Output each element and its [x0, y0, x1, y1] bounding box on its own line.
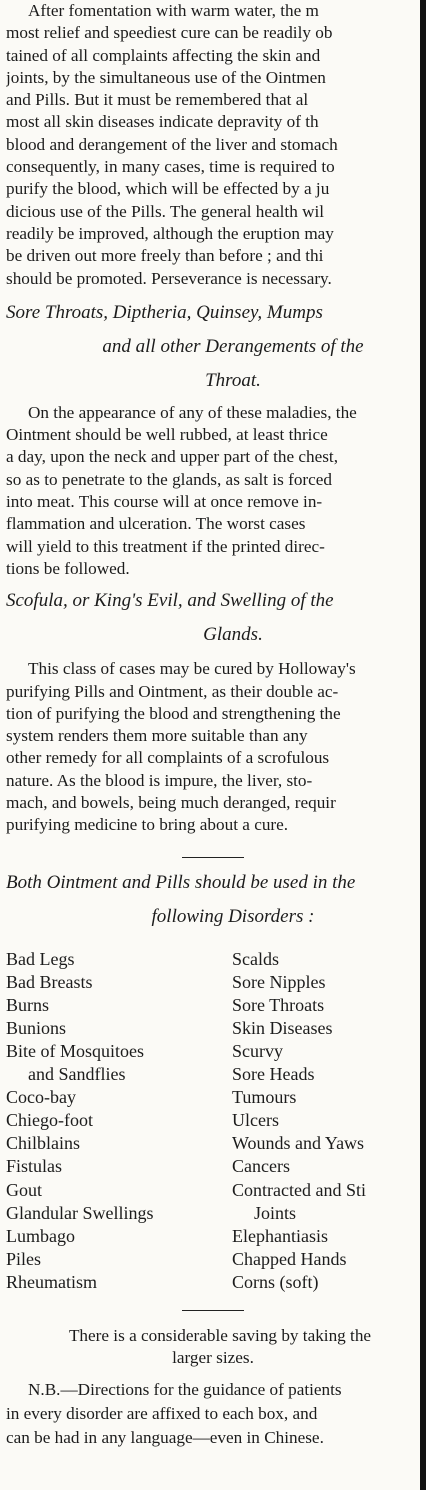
- section-heading-line: Both Ointment and Pills should be used in the: [6, 871, 356, 893]
- text-line: After fomentation with warm water, the m: [28, 1, 319, 20]
- text-line: dicious use of the Pills. The general health wil: [6, 201, 325, 221]
- text-line: be driven out more freely than before ; and thi: [6, 246, 324, 266]
- text-line: purify the blood, which will be effected by a ju: [6, 179, 330, 199]
- disorder-item: Sore Heads: [232, 1064, 315, 1085]
- text-line: purifying medicine to bring about a cure.: [6, 815, 289, 835]
- text-line: most relief and speediest cure can be readily ob: [6, 23, 333, 43]
- text-line: nature. As the blood is impure, the liver, sto-: [6, 770, 313, 790]
- disorder-item: Scalds: [232, 948, 279, 969]
- text-line: tion of purifying the blood and strengthening the: [6, 703, 341, 723]
- column-edge-rule: [420, 0, 426, 1490]
- disorder-item: Cancers: [232, 1156, 290, 1177]
- disorders-left-column: [6, 948, 232, 1294]
- disorder-item: Rheumatism: [6, 1271, 97, 1292]
- text-line: a day, upon the neck and upper part of the chest,: [6, 447, 339, 467]
- disorder-item: Piles: [6, 1248, 42, 1269]
- disorders-list: [6, 948, 420, 1294]
- section-divider: [182, 1310, 244, 1311]
- section-heading-line: Sore Throats, Diptheria, Quinsey, Mumps: [6, 301, 323, 323]
- disorder-item: Lumbago: [6, 1225, 75, 1246]
- disorder-item: Tumours: [232, 1087, 297, 1108]
- text-line: joints, by the simultaneous use of the Ointmen: [6, 67, 326, 87]
- disorder-item: Joints: [254, 1202, 297, 1223]
- text-line: tained of all complaints affecting the skin and: [6, 45, 321, 65]
- disorder-item: Bite of Mosquitoes: [6, 1040, 144, 1061]
- section-heading-line: following Disorders :: [151, 905, 315, 927]
- text-line: and Pills. But it must be remembered that al: [6, 90, 309, 110]
- text-line: in every disorder are affixed to each box, and: [6, 1403, 318, 1423]
- text-line: can be had in any language—even in Chinese.: [6, 1427, 324, 1447]
- text-line: system renders them more suitable than any: [6, 726, 308, 746]
- section-heading-line: and all other Derangements of the: [102, 335, 364, 357]
- text-line: should be promoted. Perseverance is necessary.: [6, 268, 332, 288]
- text-line: mach, and bowels, being much deranged, requir: [6, 793, 336, 813]
- disorder-item: Bad Breasts: [6, 971, 93, 992]
- text-line: This class of cases may be cured by Holloway's: [28, 659, 356, 679]
- disorder-item: Chiego-foot: [6, 1110, 93, 1131]
- disorder-item: and Sandflies: [28, 1064, 126, 1085]
- section-heading-line: Throat.: [205, 369, 261, 391]
- section-divider: [182, 857, 244, 858]
- disorder-item: Glandular Swellings: [6, 1202, 154, 1223]
- text-line: purifying Pills and Ointment, as their double ac-: [6, 681, 339, 701]
- throat-section: [6, 296, 420, 580]
- disorder-item: Fistulas: [6, 1156, 63, 1177]
- scrofula-section: [6, 584, 420, 836]
- text-line: larger sizes.: [172, 1348, 254, 1368]
- disorder-item: Wounds and Yaws: [232, 1133, 365, 1154]
- disorder-item: Bad Legs: [6, 948, 75, 969]
- disorder-item: Coco-bay: [6, 1087, 76, 1108]
- disorder-item: Ulcers: [232, 1110, 279, 1131]
- throat-text: [6, 402, 420, 580]
- text-line: most all skin diseases indicate depravity of th: [6, 112, 319, 132]
- disorder-item: Elephantiasis: [232, 1225, 328, 1246]
- saving-text: [6, 1325, 420, 1370]
- text-line: Ointment should be well rubbed, at least thrice: [6, 425, 328, 445]
- text-line: consequently, in many cases, time is required to: [6, 157, 335, 177]
- saving-note: [6, 1325, 420, 1370]
- advertisement-column: [6, 0, 420, 1450]
- disorder-item: Burns: [6, 994, 50, 1015]
- text-line: tions be followed.: [6, 558, 130, 578]
- text-line: other remedy for all complaints of a scrofulous: [6, 748, 330, 768]
- disorder-item: Sore Nipples: [232, 971, 326, 992]
- disorder-item: Scurvy: [232, 1040, 283, 1061]
- text-line: flammation and ulceration. The worst cases: [6, 514, 306, 534]
- disorder-item: Bunions: [6, 1017, 67, 1038]
- text-line: There is a considerable saving by taking the: [68, 1326, 372, 1346]
- scrofula-text: [6, 658, 420, 836]
- text-line: so as to penetrate to the glands, as salt is forced: [6, 469, 332, 489]
- text-line: readily be improved, although the eruption may: [6, 223, 334, 243]
- nb-note: [6, 1378, 420, 1450]
- section-heading-line: Scofula, or King's Evil, and Swelling of the: [6, 590, 334, 612]
- disorder-item: Skin Diseases: [232, 1017, 333, 1038]
- intro-paragraph: [6, 0, 420, 290]
- disorder-item: Gout: [6, 1179, 42, 1200]
- intro-text: [6, 0, 420, 290]
- text-line: On the appearance of any of these maladies, the: [28, 402, 357, 422]
- disorder-item: Contracted and Sti: [232, 1179, 366, 1200]
- nb-text: [6, 1378, 420, 1450]
- disorder-item: Corns (soft): [232, 1271, 319, 1292]
- disorders-section: [6, 866, 420, 1294]
- text-line: into meat. This course will at once remove in-: [6, 492, 323, 512]
- text-line: N.B.—Directions for the guidance of patients: [28, 1379, 342, 1399]
- section-heading-line: Glands.: [203, 624, 263, 646]
- disorder-item: Chapped Hands: [232, 1248, 347, 1269]
- disorder-item: Sore Throats: [232, 994, 325, 1015]
- text-line: will yield to this treatment if the printed direc-: [6, 536, 325, 556]
- disorder-item: Chilblains: [6, 1133, 81, 1154]
- text-line: blood and derangement of the liver and stomach: [6, 134, 338, 154]
- disorders-right-column: [232, 948, 366, 1294]
